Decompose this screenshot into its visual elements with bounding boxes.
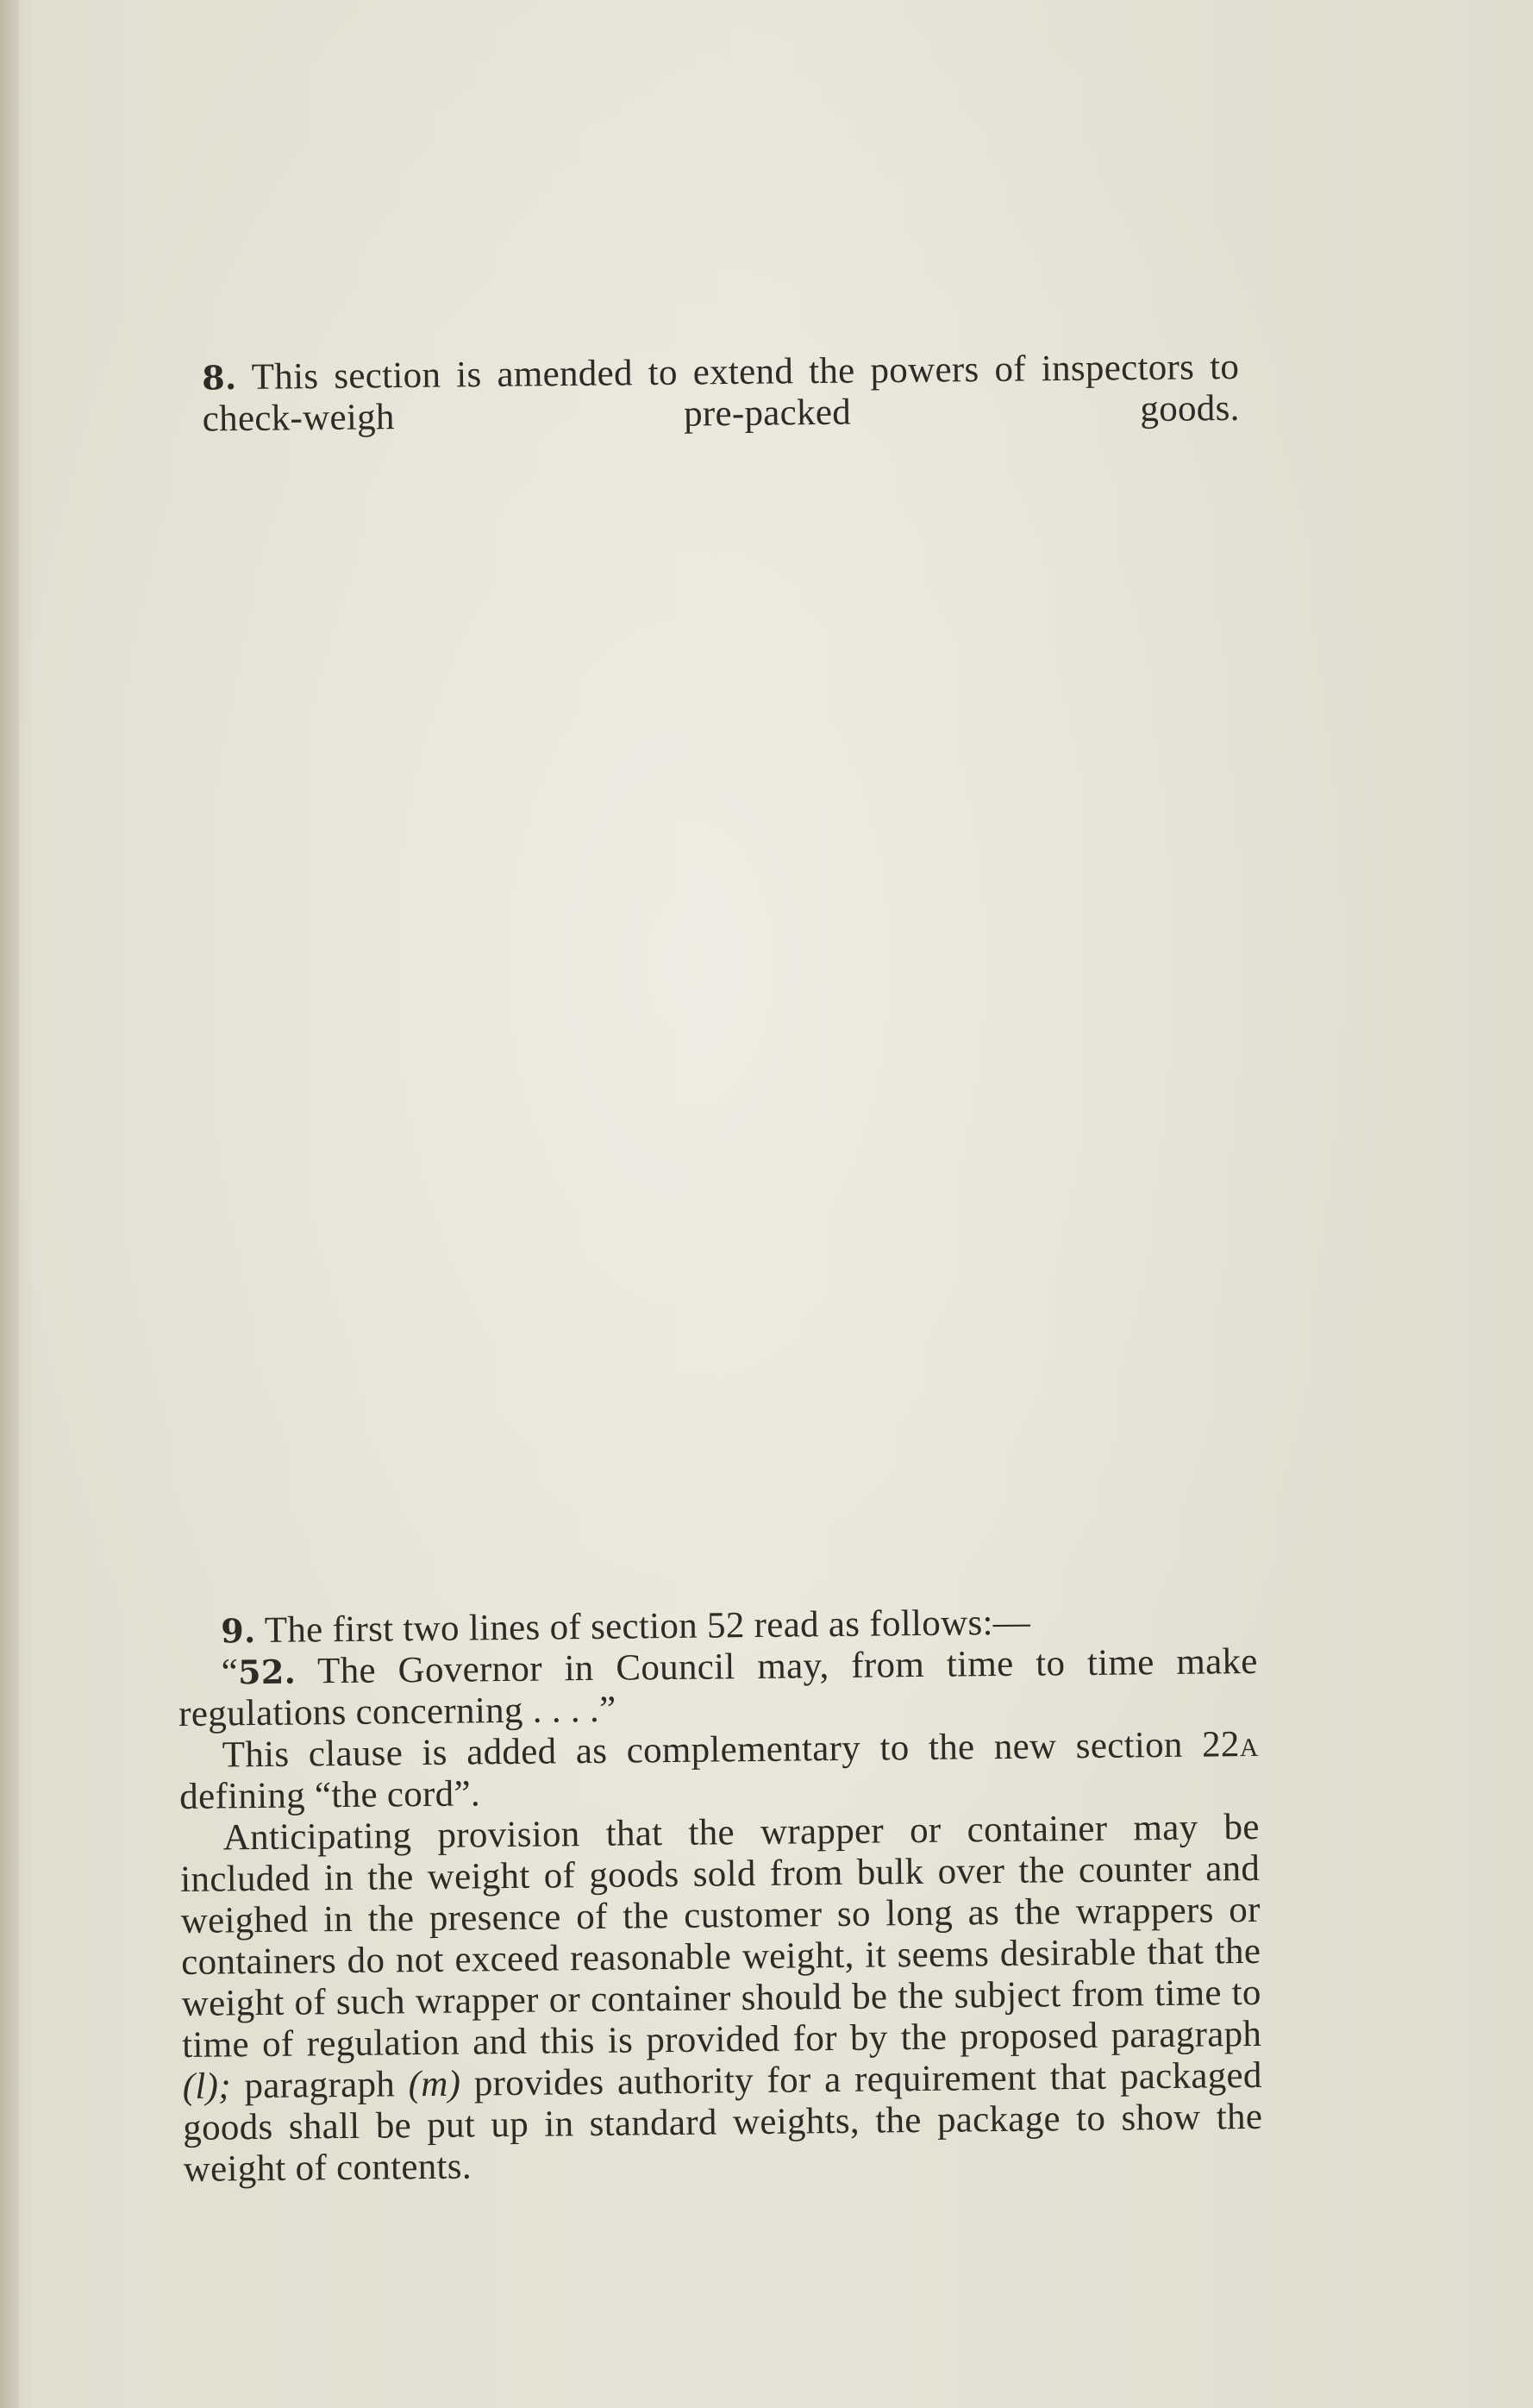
paragraph-m-ref: (m) — [408, 2063, 461, 2105]
section-8-note — [157, 347, 1240, 441]
section-8-paragraph — [157, 347, 1240, 441]
provision-text-part2: paragraph — [230, 2064, 409, 2107]
section-8-number: 8. — [202, 358, 237, 398]
section-52-number: 52. — [237, 1652, 297, 1692]
provision-text-part1: Anticipating provision that the wrapper or container may be included in the weight of goods sold from bulk over the counter and weighed in the presence of the customer so long as the wrappers or containers do not exceed reasonable weight, it seems desirable that the weight of such wrapper or container should be the subject from time to time of regulation and this is provided for by the proposed paragraph — [180, 1806, 1262, 2066]
clause-complementary-paragraph — [179, 1724, 1260, 1818]
section-suffix-small-caps: a — [1239, 1723, 1259, 1765]
section-8-text: This section is amended to extend the powers of inspectors to check-weigh pre-packed goods. — [202, 346, 1240, 440]
section-52-quote-text: The Governor in Council may, from time to time make regulations concerning . . . .” — [178, 1640, 1258, 1734]
section-52-quote — [178, 1641, 1259, 1735]
quote-open-mark: “ — [221, 1652, 239, 1693]
section-9-intro: The first two lines of section 52 read as follows:— — [264, 1602, 1031, 1651]
paragraph-l-ref: (l); — [182, 2066, 232, 2107]
anticipating-provision-paragraph — [180, 1807, 1263, 2191]
provision-text-part3: provides authority for a requirement that packaged goods shall be put up in standard weights, the package to show the weight of contents. — [183, 2054, 1263, 2190]
section-9-number: 9. — [221, 1611, 256, 1651]
section-9-note — [178, 1600, 1263, 2191]
clause-text-before: This clause is added as complementary to the new section 22 — [222, 1724, 1240, 1776]
clause-text-after: defining “the cord”. — [179, 1773, 481, 1817]
page-spine-shadow — [0, 0, 19, 2408]
